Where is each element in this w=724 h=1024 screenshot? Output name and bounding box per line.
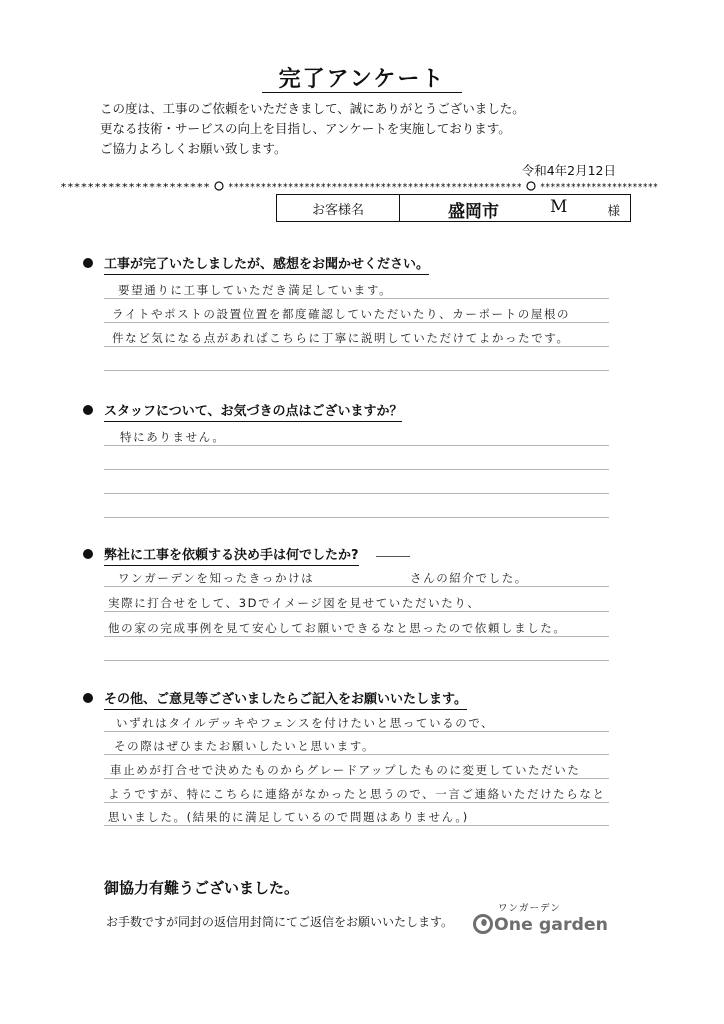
question-trailing-stroke — [376, 556, 410, 557]
answer-line: ライトやポストの設置位置を都度確認していただいたり、カーポートの屋根の — [112, 307, 571, 321]
divider-ring-icon — [215, 182, 223, 190]
answer-line: いずれはタイルデッキやフェンスを付けたいと思っているので、 — [116, 716, 495, 730]
page-title: 完了アンケート — [278, 67, 446, 92]
answer-rule — [104, 346, 609, 347]
answer-rule — [104, 611, 609, 612]
intro-line: ご協力よろしくお願い致します。 — [100, 141, 287, 156]
question-text: スタッフについて、お気づきの点はございますか？ — [104, 400, 402, 422]
customer-city: 盛岡市 — [448, 202, 499, 222]
answer-rule — [104, 493, 609, 494]
answer-rule — [104, 754, 609, 755]
logo-kana: ワンガーデン — [498, 903, 561, 914]
answer-rule — [104, 586, 609, 587]
title-underline — [262, 92, 462, 93]
answer-line: 車止めが打合せで決めたものからグレードアップしたものに変更していただいた — [110, 763, 581, 777]
intro-line: 更なる技術・サービスの向上を目指し、アンケートを実施しております。 — [100, 121, 511, 136]
customer-initial: M — [550, 197, 568, 217]
answer-rule — [104, 469, 609, 470]
answer-rule — [104, 731, 609, 732]
customer-name-box — [276, 194, 631, 222]
answer-line: 実際に打合せをして、3Dでイメージ図を見せていただいたり、 — [108, 596, 481, 610]
answer-rule — [104, 802, 609, 803]
divider-stars-mid: ****************************************************** — [228, 182, 522, 193]
answer-rule — [104, 445, 609, 446]
thanks-message: 御協力有難うございました。 — [104, 879, 300, 897]
bullet-icon — [83, 693, 93, 703]
bullet-icon — [83, 258, 93, 268]
answer-rule — [104, 322, 609, 323]
divider-ring-icon — [527, 182, 535, 190]
one-garden-logo — [472, 910, 612, 936]
answer-rule — [104, 825, 609, 826]
question-text: 弊社に工事を依頼する決め手は何でしたか? — [104, 544, 359, 566]
intro-line: この度は、工事のご依頼をいただきまして、誠にありがとうございました。 — [100, 101, 525, 116]
answer-line: 思いました。(結果的に満足しているので問題はありません。) — [108, 810, 469, 824]
answer-rule — [104, 660, 609, 661]
star-divider — [60, 181, 660, 191]
envelope-note: お手数ですが同封の返信用封筒にてご返信をお願いいたします。 — [106, 915, 454, 929]
logo-text: One garden — [494, 915, 608, 935]
customer-name-label: お客様名 — [277, 195, 400, 221]
answer-rule — [104, 778, 609, 779]
answer-line: 要望通りに工事していただき満足しています。 — [118, 283, 393, 297]
answer-rule — [104, 636, 609, 637]
answer-line: ワンガーデンを知ったきっかけは — [118, 571, 315, 585]
answer-line: 他の家の完成事例を見て安心してお願いできるなと思ったので依頼しました。 — [108, 621, 567, 635]
customer-honorific: 様 — [607, 203, 620, 218]
answer-rule — [104, 370, 609, 371]
answer-line: 件など気になる点があればこちらに丁寧に説明していただけてよかったです。 — [112, 331, 570, 345]
intro-text — [100, 99, 525, 159]
question-text: 工事が完了いたしましたが、感想をお聞かせください。 — [104, 253, 429, 275]
answer-line: さんの紹介でした。 — [410, 571, 528, 585]
answer-line: 特にありません。 — [120, 430, 226, 444]
divider-stars-left: ********************** — [60, 182, 210, 193]
bullet-icon — [83, 549, 93, 559]
question-text: その他、ご意見等ございましたらご記入をお願いいたします。 — [104, 688, 467, 710]
answer-rule — [104, 517, 609, 518]
answer-line: その際はぜひまたお願いしたいと思います。 — [114, 739, 376, 753]
bullet-icon — [83, 405, 93, 415]
leaf-icon — [475, 916, 492, 933]
answer-rule — [104, 298, 609, 299]
customer-name-value — [400, 195, 630, 221]
answer-line: ようですが、特にこちらに連絡がなかったと思うので、一言ご連絡いただけたらなと — [108, 787, 606, 801]
survey-date: 令和4年2月12日 — [521, 163, 616, 178]
divider-stars-right: *********************** — [540, 182, 658, 193]
